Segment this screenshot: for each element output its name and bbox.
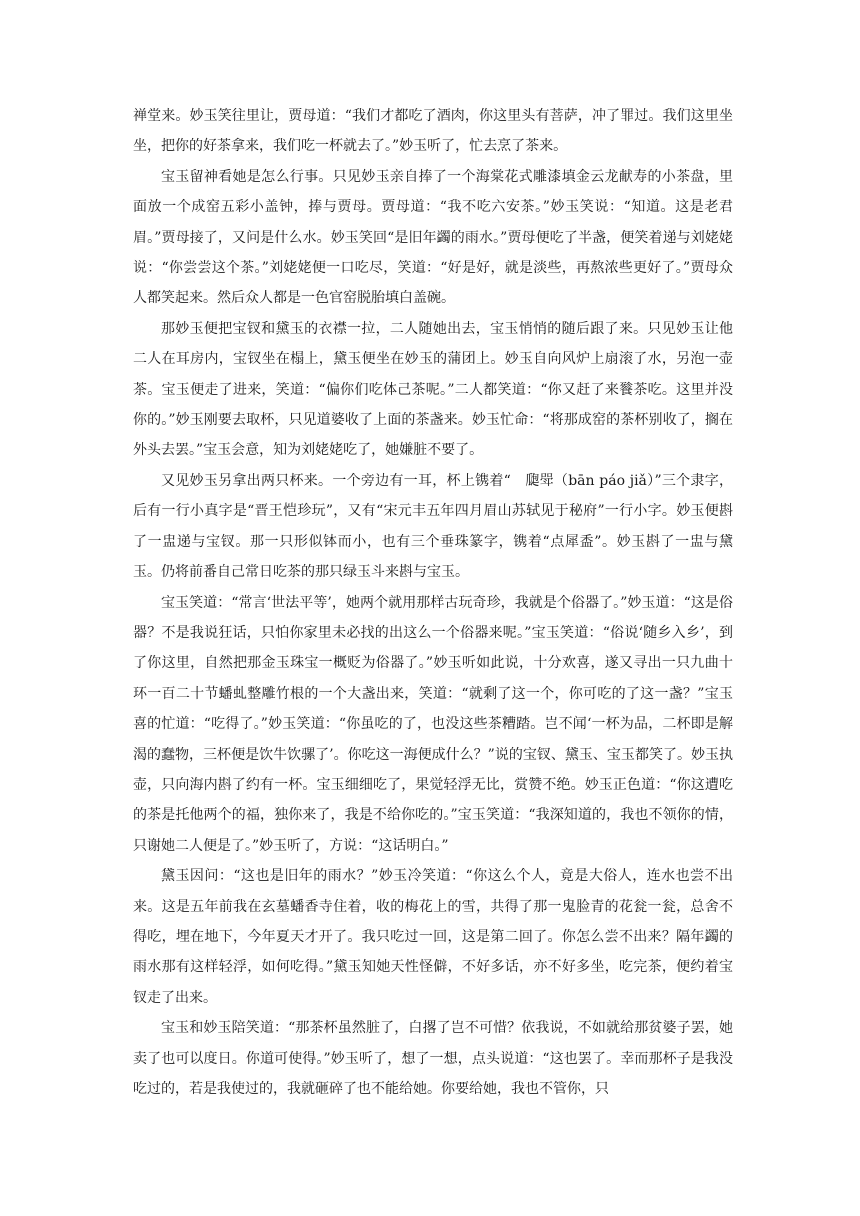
paragraph-3: 那妙玉便把宝钗和黛玉的衣襟一拉，二人随她出去，宝玉悄悄的随后跟了来。只见妙玉让他二人在耳房内，宝钗坐在榻上，黛玉便坐在妙玉的蒲团上。妙玉自向风炉上扇滚了水，另泡一壶茶。宝玉便走了进来，笑道：“偏你们吃体己茶呢。”二人都笑道：“你又赶了来餮茶吃。这里并没你的。”妙玉刚要去取杯，只见道婆收了上面的茶盏来。妙玉忙命：“将那成窑的茶杯别收了，搁在外头去罢。”宝玉会意，知为刘姥姥吃了，她嫌脏不要了。 — [133, 320, 733, 459]
paragraph-2: 宝玉留神看她是怎么行事。只见妙玉亲自捧了一个海棠花式雕漆填金云龙献寿的小茶盘，里面放一个成窑五彩小盖钟，捧与贾母。贾母道：“我不吃六安茶。”妙玉笑说：“知道。这是老君眉。”贾母接了，又问是什么水。妙玉笑回“是旧年蠲的雨水。”贾母便吃了半盏，便笑着递与刘姥姥说：“你尝尝这个茶。”刘姥姥便一口吃尽，笑道：“好是好，就是淡些，再熬浓些更好了。”贾母众人都笑起来。然后众人都是一色官窑脱胎填白盖碗。 — [133, 168, 733, 307]
paragraph-1: 禅堂来。妙玉笑往里让，贾母道：“我们才都吃了酒肉，你这里头有菩萨，冲了罪过。我们这里坐坐，把你的好茶拿来，我们吃一杯就去了。”妙玉听了，忙去烹了茶来。 — [133, 108, 733, 155]
paragraph-6: 黛玉因问：“这也是旧年的雨水？”妙玉冷笑道：“你这么个人，竟是大俗人，连水也尝不出来。这是五年前我在玄墓蟠香寺住着，收的梅花上的雪，共得了那一鬼脸青的花瓮一瓮，总舍不得吃，埋在地下，今年夏天才开了。我只吃过一回，这是第二回了。你怎么尝不出来？隔年蠲的雨水那有这样轻浮，如何吃得。”黛玉知她天性怪僻，不好多话，亦不好多坐，吃完茶，便约着宝钗走了出来。 — [133, 868, 733, 1006]
document-page — [133, 0, 733, 1104]
paragraph-7: 宝玉和妙玉陪笑道：“那茶杯虽然脏了，白撂了岂不可惜？依我说，不如就给那贫婆子罢，她卖了也可以度日。你道可使得。”妙玉听了，想了一想，点头说道：“这也罢了。幸而那杯子是我没吃过的，若是我使过的，我就砸碎了也不能给她。你要给她，我也不管你，只 — [133, 1020, 733, 1097]
paragraph-5: 宝玉笑道：“常言‘世法平等’，她两个就用那样古玩奇珍，我就是个俗器了。”妙玉道：“这是俗器？不是我说狂话，只怕你家里未必找的出这么一个俗器来呢。”宝玉笑道：“俗说‘随乡入乡’，到了你这里，自然把那金玉珠宝一概贬为俗器了。”妙玉听如此说，十分欢喜，遂又寻出一只九曲十环一百二十节蟠虬整雕竹根的一个大盏出来，笑道：“就剩了这一个，你可吃的了这一盏？”宝玉喜的忙道：“吃得了。”妙玉笑道：“你虽吃的了，也没这些茶糟踏。岂不闻‘一杯为品，二杯即是解渴的蠢物，三杯便是饮牛饮骡了’。你吃这一海便成什么？”说的宝钗、黛玉、宝玉都笑了。妙玉执壶，只向海内斟了约有一杯。宝玉细细吃了，果觉轻浮无比，赏赞不绝。妙玉正色道：“你这遭吃的茶是托他两个的福，独你来了，我是不给你吃的。”宝玉笑道：“我深知道的，我也不领你的情，只谢她二人便是了。”妙玉听了，方说：“这话明白。” — [133, 594, 733, 854]
paragraph-4: 又见妙玉另拿出两只杯来。一个旁边有一耳，杯上镌着“ 瓟斝（bān páo jiǎ）”三个隶字，后有一行小真字是“晋王恺珍玩”，又有“宋元丰五年四月眉山苏轼见于秘府”一行小字。妙玉便斟了一盅递与宝钗。那一只形似钵而小，也有三个垂珠篆字，镌着“点犀盉”。妙玉斟了一盅与黛玉。仍将前番自己常日吃茶的那只绿玉斗来斟与宝玉。 — [133, 472, 733, 581]
